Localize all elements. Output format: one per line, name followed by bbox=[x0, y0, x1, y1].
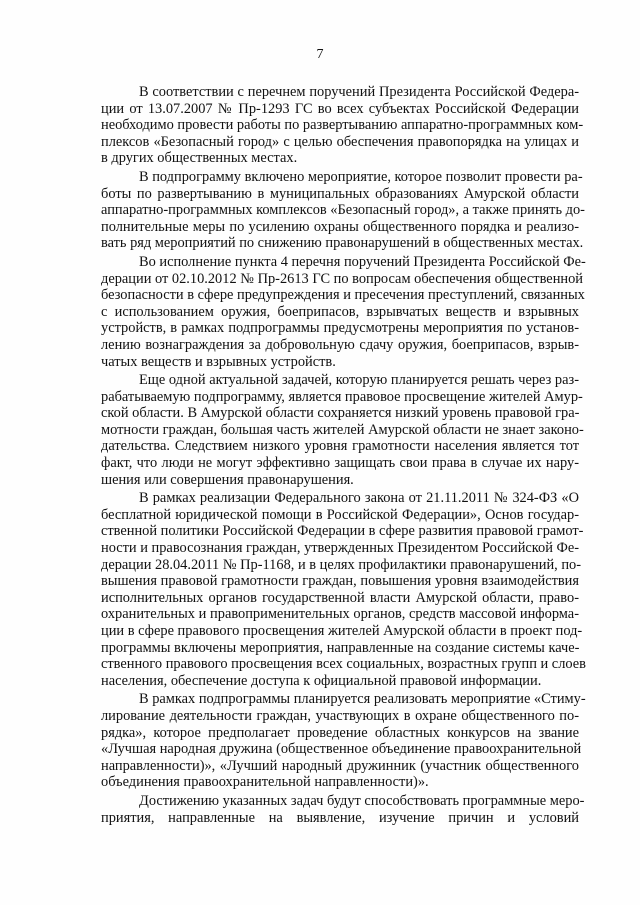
text-line: дательства. Следствием низкого уровня грамотности населения является тот bbox=[101, 438, 579, 455]
text-line: лению вознаграждения за добровольную сдачу оружия, боеприпасов, взрыв- bbox=[101, 336, 579, 353]
document-body bbox=[101, 84, 586, 828]
text-line: В подпрограмму включено мероприятие, которое позволит провести ра- bbox=[139, 168, 583, 185]
page-number: 7 bbox=[316, 47, 324, 62]
paragraph bbox=[101, 792, 585, 826]
text-line: ственного правового просвещения всех социальных, возрастных групп и слоев bbox=[101, 656, 586, 673]
text-line: населения, обеспечение доступа к официальной правовой информации. bbox=[101, 672, 542, 689]
text-line: дерации от 02.10.2012 № Пр-2613 ГС по вопросам обеспечения общественной bbox=[101, 270, 583, 287]
text-line: безопасности в сфере предупреждения и пресечения преступлений, связанных bbox=[101, 287, 585, 304]
text-line: с использованием оружия, боеприпасов, взрывчатых веществ и взрывных bbox=[101, 303, 579, 320]
text-line: устройств, в рамках подпрограммы предусмотрены мероприятия по установ- bbox=[101, 320, 579, 337]
text-line: ции от 13.07.2007 № Пр-1293 ГС во всех субъектах Российской Федерации bbox=[101, 100, 579, 117]
text-line: в других общественных местах. bbox=[101, 150, 298, 167]
text-line: мотности граждан, большая часть жителей Амурской области не знает законо- bbox=[101, 421, 584, 438]
paragraph bbox=[101, 372, 584, 488]
text-line: рядка», которое предполагает проведение областных конкурсов на звание bbox=[101, 724, 579, 741]
text-line: ции в сфере правового просвещения жителей Амурской области в проект под- bbox=[101, 623, 583, 639]
text-line: исполнительных органов государственной власти Амурской области, право- bbox=[101, 589, 579, 606]
text-line: В рамках реализации Федерального закона от 21.11.2011 № 324-ФЗ «О bbox=[139, 490, 579, 507]
text-line: Еще одной актуальной задачей, которую планируется решать через раз- bbox=[139, 372, 579, 389]
text-line: ственной политики Российской Федерации в сфере развития правовой грамот- bbox=[101, 523, 584, 540]
text-line: приятия, направленные на выявление, изучение причин и условий bbox=[101, 809, 579, 826]
text-line: программы включены мероприятия, направленные на создание системы каче- bbox=[101, 639, 580, 656]
text-line: аппаратно-программных комплексов «Безопасный город», а также принять до- bbox=[101, 202, 585, 219]
text-line: шения или совершения правонарушения. bbox=[101, 471, 354, 488]
text-line: вать ряд мероприятий по снижению правонарушений в общественных местах. bbox=[101, 235, 584, 252]
text-line: боты по развертыванию в муниципальных образованиях Амурской области bbox=[101, 185, 579, 202]
text-line: «Лучшая народная дружина (общественное объединение правоохранительной bbox=[101, 741, 582, 758]
paragraph bbox=[101, 490, 586, 689]
text-line: плексов «Безопасный город» с целью обеспечения правопорядка на улицах и bbox=[101, 133, 579, 150]
text-line: охранительных и правоприменительных органов, средств массовой информа- bbox=[101, 606, 579, 623]
text-line: бесплатной юридической помощи в Российской Федерации», Основ государ- bbox=[101, 506, 579, 523]
text-line: факт, что люди не могут эффективно защищать свои права в случае их нару- bbox=[101, 455, 579, 472]
text-line: направленности)», «Лучший народный дружинник (участник общественного bbox=[101, 757, 579, 774]
text-line: вышения правовой грамотности граждан, повышения уровня взаимодействия bbox=[101, 573, 579, 590]
text-line: ской области. В Амурской области сохраняется низкий уровень правовой гра- bbox=[101, 405, 580, 422]
paragraph bbox=[101, 84, 584, 167]
text-line: лирование деятельности граждан, участвующих в охране общественного по- bbox=[101, 707, 579, 724]
text-line: необходимо провести работы по развертыванию аппаратно-программных ком- bbox=[101, 117, 584, 134]
paragraph bbox=[101, 253, 586, 370]
text-line: ности и правосознания граждан, утвержденных Президентом Российской Фе- bbox=[101, 540, 580, 557]
text-line: чатых веществ и взрывных устройств. bbox=[101, 353, 336, 370]
paragraph bbox=[101, 691, 586, 791]
text-line: полнительные меры по усилению охраны общественного порядка и реализо- bbox=[101, 218, 579, 235]
text-line: В соответствии с перечнем поручений Президента Российской Федера- bbox=[139, 84, 579, 100]
text-line: В рамках подпрограммы планируется реализовать мероприятие «Стиму- bbox=[139, 691, 586, 708]
text-line: дерации 28.04.2011 № Пр-1168, и в целях профилактики правонарушений, по- bbox=[101, 556, 582, 573]
text-line: рабатываемую подпрограмму, является правовое просвещение жителей Амур- bbox=[101, 388, 583, 405]
text-line: Достижению указанных задач будут способствовать программные меро- bbox=[139, 792, 585, 809]
text-line: объединения правоохранительной направленности)». bbox=[101, 774, 429, 791]
paragraph bbox=[101, 168, 585, 252]
text-line: Во исполнение пункта 4 перечня поручений Президента Российской Фе- bbox=[139, 253, 586, 270]
